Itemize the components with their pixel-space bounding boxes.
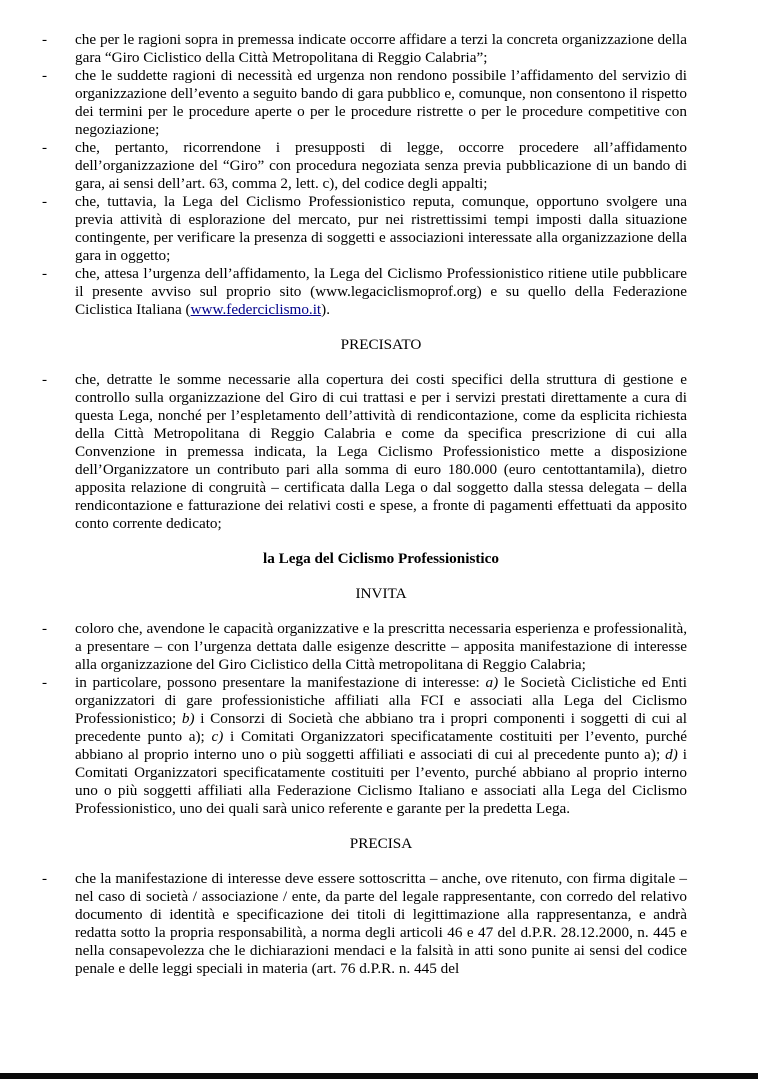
list-item: - coloro che, avendone le capacità organizzative e la prescritta necessaria esperienza e professionalità, a presentare – con l’urgenza dettata dalle esigenze descritte – apposita manifestazione di interesse alla organizzazione del Giro Ciclistico della Città metropolitana di Reggio Calabria; (75, 620, 687, 674)
invita-list (75, 620, 687, 818)
precisato-list (75, 371, 687, 533)
list-item-text: che, attesa l’urgenza dell’affidamento, la Lega del Ciclismo Professionistico ritiene utile pubblicare il presente avviso sul proprio sito (www.legaciclismoprof.org) e su quello della Federazione Ciclistica Italiana ( (75, 265, 687, 318)
list-item-text: in particolare, possono presentare la manifestazione di interesse: (75, 674, 486, 691)
list-item: - che, tuttavia, la Lega del Ciclismo Professionistico reputa, comunque, opportuno svolgere una previa attività di esplorazione del mercato, pur nei ristrettissimi tempi imposti dalla situazione contingente, per verificare la presenza di soggetti e associazioni interessate alla organizzazione della gara in oggetto; (75, 193, 687, 265)
list-item (75, 674, 687, 818)
list-item: - che, detratte le somme necessarie alla copertura dei costi specifici della struttura di gestione e controllo sulla organizzazione del Giro di cui trattasi e per i servizi prestati direttamente a cura di questa Lega, nonché per l’espletamento dell’attività di rendicontazione, come da esplicita richiesta della Città Metropolitana di Reggio Calabria e come da specifica prescrizione di cui alla Convenzione in premessa indicata, la Lega Ciclismo Professionistico mette a disposizione dell’Organizzatore un contributo pari alla somma di euro 180.000 (euro centottantamila), dietro apposita relazione di congruità – certificata dalla Lega o dal soggetto dalla stessa delegata – della rendicontazione e fatturazione dei relativi costi e spese, a fronte di pagamenti effettuati da apposito conto corrente dedicato; (75, 371, 687, 533)
list-item: - che per le ragioni sopra in premessa indicate occorre affidare a terzi la concreta organizzazione della gara “Giro Ciclistico della Città Metropolitana di Reggio Calabria”; (75, 31, 687, 67)
precisa-list (75, 870, 687, 978)
list-item: - che, pertanto, ricorrendone i presupposti di legge, occorre procedere all’affidamento dell’organizzazione del “Giro” con procedura negoziata senza previa pubblicazione di un bando di gara, ai sensi dell’art. 63, comma 2, lett. c), del codice degli appalti; (75, 139, 687, 193)
list-item-text: le Società Ciclistiche ed Enti organizzatori di gare professionistiche affiliati alla FCI e associati alla Lega del Ciclismo Professionistico; (75, 674, 687, 727)
lega-ciclismo-heading: la Lega del Ciclismo Professionistico (263, 550, 499, 567)
list-item: - che le suddette ragioni di necessità ed urgenza non rendono possibile l’affidamento del servizio di organizzazione dell’evento a seguito bando di gara pubblico e, comunque, non consentono il rispetto dei termini per le procedure aperte o per le procedure ristrette o per le procedure competitive con negoziazione; (75, 67, 687, 139)
list-item-text: i Comitati Organizzatori specificatamente costituiti per l’evento, purché abbiano al proprio interno uno o più soggetti affiliati e associati di cui al precedente punto a); (75, 728, 687, 763)
section-heading-invita: INVITA (355, 585, 407, 602)
federciclismo-link[interactable]: www.federciclismo.it (190, 301, 322, 318)
list-item (75, 265, 687, 319)
italic-marker-c: c) (211, 728, 224, 745)
list-item: - che la manifestazione di interesse deve essere sottoscritta – anche, ove ritenuto, con firma digitale – nel caso di società / associazione / ente, da parte del legale rappresentante, con corredo del relativo documento di identità e specificazione dei titoli di legittimazione alla rappresentanza, e andrà redatta sotto la propria responsabilità, a norma degli articoli 46 e 47 del d.P.R. 28.12.2000, n. 445 e nella consapevolezza che le dichiarazioni mendaci e la falsità in atti sono punite ai sensi del codice penale e delle leggi speciali in materia (art. 76 d.P.R. n. 445 del (75, 870, 687, 978)
list-item-text: i Comitati Organizzatori specificatamente costituiti per l’evento, purché abbiano al proprio interno uno o più soggetti affiliati alla Federazione Ciclismo Italiano e associati alla Lega del Ciclismo Professionistico, uno dei quali sarà unico referente e garante per la predetta Lega. (75, 746, 687, 817)
list-item-text: i Consorzi di Società che abbiano tra i propri componenti i soggetti di cui al precedente punto a); (75, 710, 687, 745)
premessa-list (75, 31, 687, 319)
section-heading-precisato: PRECISATO (340, 336, 422, 353)
section-heading-precisa: PRECISA (349, 835, 413, 852)
italic-marker-b: b) (181, 710, 195, 727)
document-content (75, 31, 687, 978)
italic-marker-d: d) (665, 746, 678, 763)
italic-marker-a: a) (485, 674, 499, 691)
list-item-text: ). (321, 301, 331, 318)
page-separator-bar (0, 1073, 758, 1079)
